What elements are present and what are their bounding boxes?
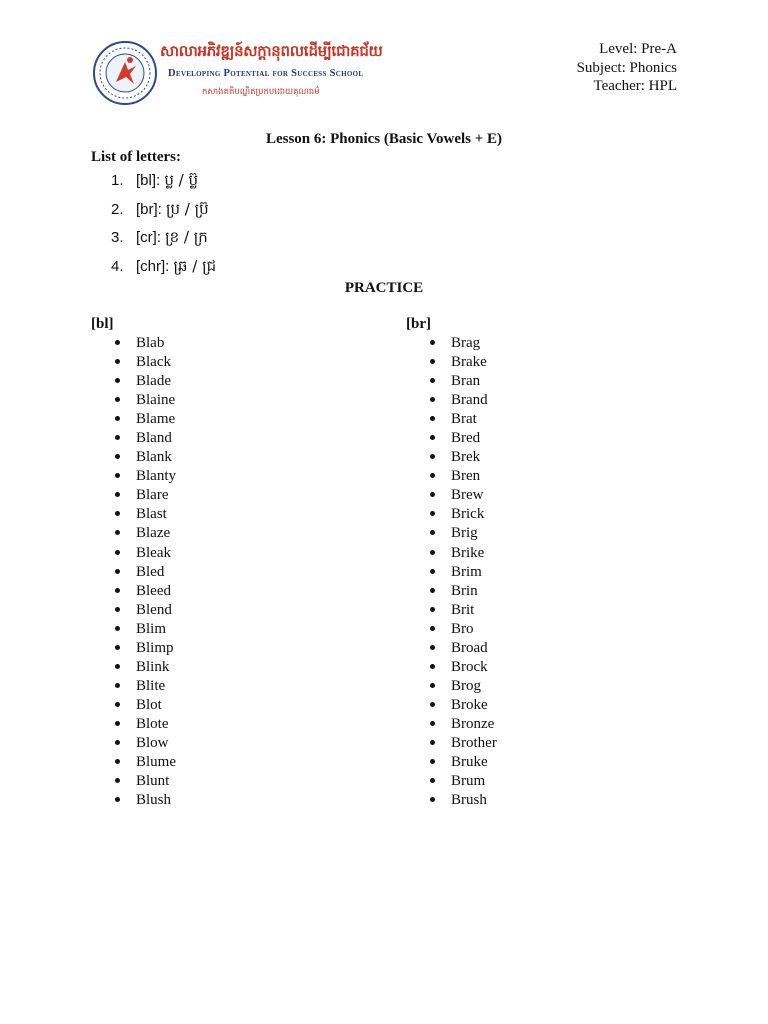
word-text: Blanty: [136, 468, 176, 485]
letter-latin: [chr]:: [136, 257, 170, 275]
word-text: Broad: [451, 639, 488, 656]
bullet-icon: [430, 378, 435, 383]
word-item: [91, 696, 176, 715]
letter-number: 4.: [111, 257, 124, 275]
word-list: [406, 334, 497, 810]
word-text: Blume: [136, 754, 176, 771]
word-item: [406, 639, 497, 658]
word-text: Brag: [451, 335, 481, 351]
word-item: [406, 524, 497, 543]
word-item: [91, 658, 176, 677]
word-text: Bruke: [451, 754, 488, 771]
word-item: [406, 582, 497, 601]
bullet-icon: [430, 340, 435, 345]
word-text: Bran: [451, 373, 481, 390]
column-heading: [br]: [406, 316, 431, 332]
bullet-icon: [115, 740, 120, 745]
bullet-icon: [115, 530, 120, 535]
bullet-icon: [430, 778, 435, 783]
word-item: [91, 467, 176, 486]
word-item: [91, 677, 176, 696]
bullet-icon: [430, 759, 435, 764]
word-text: Brum: [451, 773, 486, 790]
word-text: Blim: [136, 620, 167, 637]
bullet-icon: [430, 435, 435, 440]
word-text: Blunt: [136, 773, 170, 790]
letter-khmer: ប្រ / ប៊្រ: [166, 199, 209, 218]
word-text: Blast: [136, 506, 167, 523]
bullet-icon: [115, 607, 120, 612]
word-text: Bleak: [136, 544, 171, 561]
word-item: [406, 734, 497, 753]
bullet-icon: [430, 530, 435, 535]
word-text: Blame: [136, 411, 176, 428]
word-text: Blaine: [136, 392, 176, 409]
practice-column-br: [406, 315, 497, 810]
bullet-icon: [115, 511, 120, 516]
bullet-icon: [430, 492, 435, 497]
word-text: Brake: [451, 354, 487, 371]
word-item: [406, 448, 497, 467]
word-text: Bren: [451, 468, 481, 485]
letter-number: 2.: [111, 200, 124, 218]
word-item: [91, 372, 176, 391]
word-text: Blush: [136, 792, 172, 809]
word-text: Brush: [451, 792, 487, 809]
word-item: [91, 563, 176, 582]
bullet-icon: [115, 550, 120, 555]
word-item: [91, 753, 176, 772]
word-text: Blend: [136, 601, 172, 618]
letters-list: [111, 170, 216, 284]
word-text: Brek: [451, 449, 481, 466]
bullet-icon: [430, 454, 435, 459]
word-text: Blote: [136, 715, 169, 732]
letter-item: [111, 227, 216, 256]
word-item: [406, 696, 497, 715]
bullet-icon: [115, 473, 120, 478]
bullet-icon: [430, 550, 435, 555]
letter-khmer: ខ្រ / ក្រ: [165, 228, 208, 246]
word-item: [406, 677, 497, 696]
bullet-icon: [430, 664, 435, 669]
word-item: [91, 505, 176, 524]
word-text: Blab: [136, 335, 165, 351]
word-item: [406, 372, 497, 391]
bullet-icon: [115, 759, 120, 764]
bullet-icon: [115, 435, 120, 440]
word-item: [406, 410, 497, 429]
letter-latin: [bl]:: [136, 172, 161, 189]
lesson-meta: [577, 40, 677, 96]
bullet-icon: [430, 645, 435, 650]
word-text: Brog: [451, 677, 481, 694]
word-text: Bland: [136, 430, 172, 447]
word-item: [91, 582, 176, 601]
school-motto: កសាងគតិបណ្ឌិតប្រកបដោយគុណធម៌: [202, 87, 320, 97]
bullet-icon: [430, 511, 435, 516]
word-item: [91, 353, 176, 372]
word-item: [406, 620, 497, 639]
word-item: [406, 505, 497, 524]
bullet-icon: [115, 664, 120, 669]
letter-item: [111, 170, 216, 199]
word-item: [406, 601, 497, 620]
word-text: Brand: [451, 392, 488, 409]
bullet-icon: [115, 778, 120, 783]
bullet-icon: [115, 416, 120, 421]
word-text: Bred: [451, 430, 481, 447]
word-item: [91, 791, 176, 810]
bullet-icon: [430, 397, 435, 402]
word-item: [91, 734, 176, 753]
word-text: Blaze: [136, 525, 171, 542]
list-of-letters-heading: List of letters:: [91, 149, 181, 165]
word-item: [91, 486, 176, 505]
word-text: Brit: [451, 601, 475, 618]
bullet-icon: [115, 588, 120, 593]
word-item: [406, 753, 497, 772]
word-item: [406, 429, 497, 448]
school-seal-icon: [92, 40, 158, 106]
bullet-icon: [430, 740, 435, 745]
bullet-icon: [115, 397, 120, 402]
bullet-icon: [115, 359, 120, 364]
word-text: Black: [136, 354, 171, 371]
word-item: [91, 715, 176, 734]
word-text: Blink: [136, 658, 170, 675]
word-text: Bronze: [451, 715, 495, 732]
word-item: [91, 772, 176, 791]
word-text: Blimp: [136, 639, 174, 656]
bullet-icon: [115, 378, 120, 383]
word-item: [406, 486, 497, 505]
word-text: Brick: [451, 506, 485, 523]
word-text: Brim: [451, 563, 482, 580]
bullet-icon: [115, 340, 120, 345]
bullet-icon: [115, 797, 120, 802]
word-text: Blow: [136, 734, 169, 751]
school-name-khmer: សាលាអភិវឌ្ឍន៍សក្តានុពលដើម្បីជោគជ័យ: [160, 42, 383, 60]
letter-number: 3.: [111, 229, 124, 246]
bullet-icon: [430, 569, 435, 574]
word-item: [91, 620, 176, 639]
word-item: [406, 353, 497, 372]
word-text: Brin: [451, 582, 478, 599]
bullet-icon: [115, 492, 120, 497]
word-item: [91, 544, 176, 563]
lesson-title: Lesson 6: Phonics (Basic Vowels + E): [265, 131, 503, 147]
subject-text: Subject: Phonics: [576, 59, 677, 76]
word-item: [406, 563, 497, 582]
word-text: Brock: [451, 658, 488, 675]
school-name-english: Developing Potential for Success School: [168, 68, 364, 79]
bullet-icon: [430, 797, 435, 802]
bullet-icon: [430, 683, 435, 688]
word-text: Bro: [451, 620, 474, 637]
word-item: [91, 334, 176, 353]
word-text: Bleed: [136, 582, 171, 599]
word-item: [91, 391, 176, 410]
bullet-icon: [115, 454, 120, 459]
bullet-icon: [430, 626, 435, 631]
column-heading: [bl]: [91, 316, 114, 332]
word-item: [406, 658, 497, 677]
word-item: [91, 601, 176, 620]
bullet-icon: [430, 721, 435, 726]
word-item: [406, 791, 497, 810]
letter-item: [111, 199, 216, 228]
bullet-icon: [115, 626, 120, 631]
word-item: [406, 467, 497, 486]
word-text: Broke: [451, 696, 488, 713]
teacher-text: Teacher: HPL: [593, 78, 677, 94]
word-text: Brike: [451, 544, 485, 561]
bullet-icon: [430, 359, 435, 364]
bullet-icon: [115, 683, 120, 688]
word-item: [406, 391, 497, 410]
letter-khmer: ឆ្រ / ជ្រ: [173, 256, 217, 275]
bullet-icon: [430, 416, 435, 421]
word-text: Brig: [451, 525, 478, 542]
word-text: Brew: [451, 487, 484, 504]
bullet-icon: [430, 588, 435, 593]
level-text: Level: Pre-A: [599, 41, 677, 57]
bullet-icon: [430, 702, 435, 707]
word-text: Blank: [136, 449, 172, 466]
word-item: [406, 544, 497, 563]
bullet-icon: [115, 721, 120, 726]
word-text: Brother: [451, 734, 497, 751]
word-item: [406, 715, 497, 734]
practice-title: PRACTICE: [344, 280, 424, 296]
word-text: Blare: [136, 487, 169, 504]
word-item: [91, 448, 176, 467]
practice-column-bl: [91, 315, 176, 810]
word-item: [406, 772, 497, 791]
bullet-icon: [430, 473, 435, 478]
letter-number: 1.: [111, 172, 124, 189]
school-logo-block: [92, 40, 382, 108]
word-item: [91, 639, 176, 658]
word-text: Blade: [136, 373, 171, 390]
word-text: Blot: [136, 696, 162, 713]
word-text: Blite: [136, 677, 166, 694]
word-item: [406, 334, 497, 353]
letter-khmer: ប្ល / ប៊្ល: [164, 171, 198, 189]
word-list: [91, 334, 176, 810]
word-text: Brat: [451, 411, 477, 428]
letter-latin: [br]:: [136, 200, 162, 218]
bullet-icon: [115, 645, 120, 650]
letter-latin: [cr]:: [136, 229, 161, 246]
word-item: [91, 410, 176, 429]
word-item: [91, 524, 176, 543]
bullet-icon: [115, 702, 120, 707]
bullet-icon: [430, 607, 435, 612]
word-text: Bled: [136, 563, 165, 580]
word-item: [91, 429, 176, 448]
bullet-icon: [115, 569, 120, 574]
